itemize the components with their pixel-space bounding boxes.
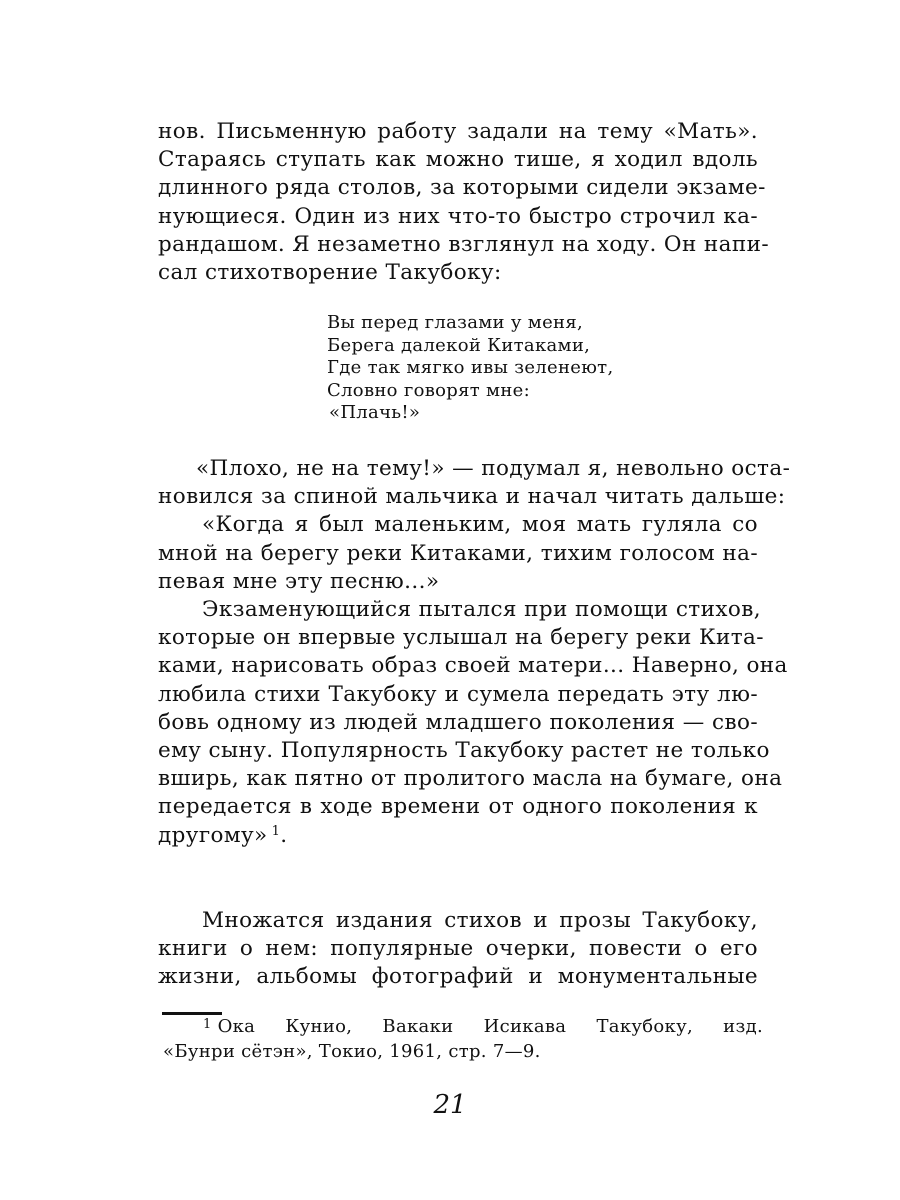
text-line: новился за спиной мальчика и начал читать дальше: xyxy=(158,484,786,510)
text-line: нующиеся. Один из них что-то быстро строчил ка- xyxy=(158,203,758,229)
poem-line: Словно говорят мне: xyxy=(327,379,530,401)
paragraph-4 xyxy=(158,596,788,850)
text-line: мной на берегу реки Китаками, тихим голосом на- xyxy=(158,540,758,566)
text-line-content: Экзаменующийся пытался при помощи стихов, xyxy=(202,597,761,623)
paragraph-1 xyxy=(158,118,769,287)
text-line xyxy=(158,511,758,539)
text-line: ему сыну. Популярность Такубоку растет не только xyxy=(158,738,770,764)
text-line-content: другому» xyxy=(158,822,268,848)
text-line: сал стихотворение Такубоку: xyxy=(158,260,502,286)
paragraph-3 xyxy=(158,511,758,596)
text-line: книги о нем: популярные очерки, повести о его xyxy=(158,936,758,962)
text-line: жизни, альбомы фотографий и монументальные xyxy=(158,964,758,990)
footnote-text: Ока Кунио, Вакаки Исикава Такубоку, изд. xyxy=(217,1016,763,1037)
text-line: Стараясь ступать как можно тише, я ходил вдоль xyxy=(158,147,758,173)
text-line: ками, нарисовать образ своей матери... Наверно, она xyxy=(158,653,788,679)
footnote-line xyxy=(163,1014,763,1039)
text-line: бовь одному из людей младшего поколения — сво- xyxy=(158,709,758,735)
text-line: нов. Письменную работу задали на тему «Мать». xyxy=(158,119,758,144)
text-line xyxy=(158,455,791,483)
text-line xyxy=(158,907,758,935)
text-line: передается в ходе времени от одного поколения к xyxy=(158,794,758,820)
poem-line: Берега далекой Китаками, xyxy=(327,334,591,356)
poem-line: Вы перед глазами у меня, xyxy=(327,312,584,333)
text-line-content: «Когда я был маленьким, моя мать гуляла со xyxy=(202,512,758,538)
footnote xyxy=(163,1014,763,1064)
poem-quote xyxy=(327,312,613,425)
paragraph-5-text xyxy=(158,907,758,992)
poem-line: Где так мягко ивы зеленеют, xyxy=(327,357,614,378)
main-body-text xyxy=(158,455,791,850)
text-line: другому» $^1$. xyxy=(158,822,288,848)
footnote-mark: 1 xyxy=(203,1017,212,1032)
text-line: рандашом. Я незаметно взглянул на ходу. Он напи- xyxy=(158,231,769,257)
paragraph-2 xyxy=(158,455,791,511)
text-line: любила стихи Такубоку и сумела передать эту лю- xyxy=(158,681,758,707)
footnote-line: «Бунри сётэн», Токио, 1961, стр. 7—9. xyxy=(163,1041,541,1062)
text-line: длинного ряда столов, за которыми сидели экзаме- xyxy=(158,175,766,201)
text-line-content: «Плохо, не на тему!» — подумал я, невольно оста- xyxy=(196,456,791,481)
text-line: певая мне эту песню...» xyxy=(158,568,440,594)
paragraph-1-text xyxy=(158,118,769,287)
text-line-content: Множатся издания стихов и прозы Такубоку, xyxy=(202,908,758,933)
poem-line: «Плачь!» xyxy=(329,402,421,423)
text-line xyxy=(158,596,761,624)
footnote-reference[interactable]: 1 xyxy=(271,823,281,839)
page-number: 21 xyxy=(433,1090,467,1120)
text-line: которые он впервые услышал на берегу реки Кита- xyxy=(158,625,764,651)
paragraph-5 xyxy=(158,907,758,992)
text-line: вширь, как пятно от пролитого масла на бумаге, она xyxy=(158,766,783,792)
